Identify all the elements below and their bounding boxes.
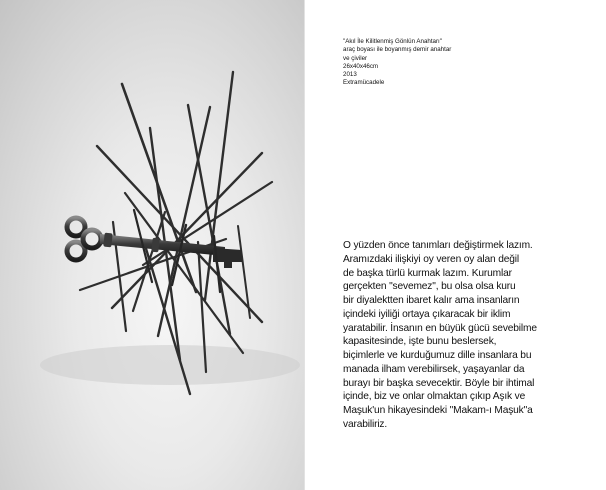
caption-material-cont: ve çiviler (343, 54, 368, 62)
paragraph-line: manada ilham verebilirsek, yaşayanlar da (343, 363, 525, 375)
paragraph-line: kapasitesinde, işte bunu beslersek, (343, 336, 497, 348)
caption-dimensions: 26x40x46cm (343, 62, 379, 70)
paragraph-line: Aramızdaki ilişkiyi oy veren oy alan değil (343, 253, 520, 265)
paragraph-line: gerçekten "sevemez", bu olsa olsa kuru (343, 281, 516, 293)
paragraph-line: Maşuk'un hikayesindeki "Makam-ı Maşuk"a (343, 405, 533, 416)
paragraph-line: varabiliriz. (343, 418, 388, 430)
artwork-caption (343, 38, 543, 88)
caption-title: "Akıl İle Kilitlenmiş Gönlün Anahtarı" (343, 38, 442, 45)
paragraph-line: de başka türlü kurmak lazım. Kurumlar (343, 267, 512, 279)
caption-year: 2013 (343, 71, 357, 79)
body-paragraph (343, 239, 575, 432)
nails (80, 72, 272, 394)
paragraph-line: yaratabilir. İnsanın en büyük gücü sevebilme (343, 322, 537, 334)
caption-material: araç boyası ile boyanmış demir anahtar (343, 46, 452, 54)
paragraph-line: içinde, biz ve onlar olmaktan çıkıp Aşık ve (343, 391, 526, 403)
caption-source: Extramücadele (343, 79, 385, 87)
paragraph-line: bir diyalektten ibaret kalır ama insanların (343, 295, 520, 306)
paragraph-line: burayı bir başka sevecektir. Böyle bir ihtimal (343, 377, 535, 389)
page-gutter (304, 0, 305, 490)
nail (214, 236, 220, 292)
paragraph-line: biçimlerle ve kurduğumuz dille insanlara bu (343, 350, 532, 361)
paragraph-line: içindeki iyiliği ortaya çıkaracak bir iklim (343, 308, 511, 320)
paragraph-line: O yüzden önce tanımları değiştirmek lazım. (343, 240, 533, 251)
floor-shadow (40, 345, 300, 385)
